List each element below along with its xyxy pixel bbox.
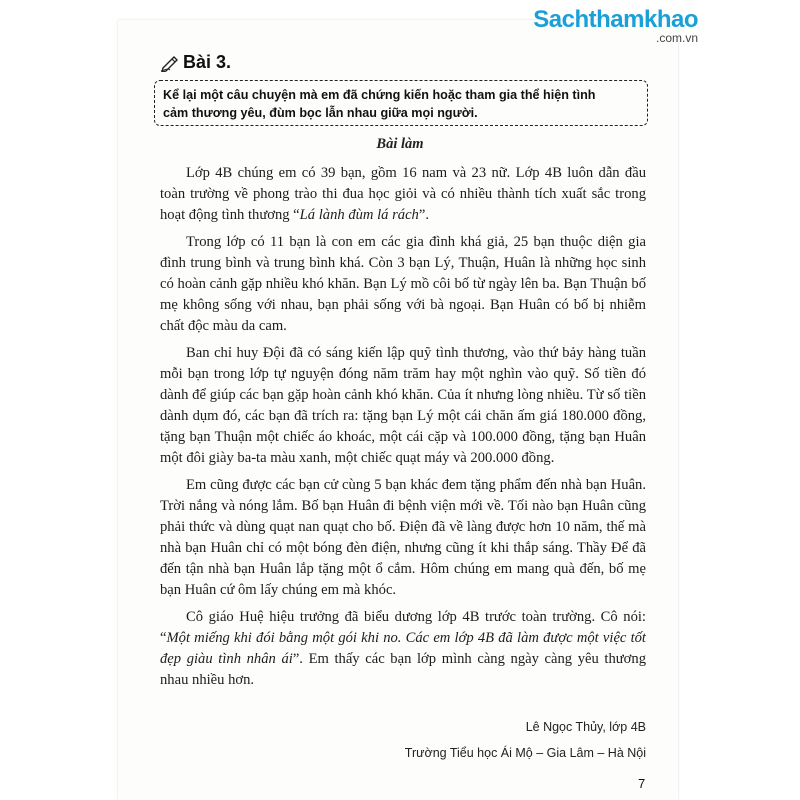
paragraph-text: Cô giáo Huệ hiệu trưởng đã biểu dương lớp 4B trước toàn trường. Cô nói: “ xyxy=(160,609,646,646)
essay-paragraph: Ban chỉ huy Đội đã có sáng kiến lập quỹ tình thương, vào thứ bảy hàng tuần mỗi bạn trong lớp tự nguyện đóng năm trăm hay một nghìn vào quỹ. Số tiền đó dành để giúp các bạn gặp hoàn cảnh khó khăn. Của ít nhưng lòng nhiều. Từ số tiền dành dụm đó, các bạn đã trích ra: tặng bạn Lý một cái chăn ấm giá 180.000 đồng, tặng bạn Thuận một chiếc áo khoác, một cái cặp và 100.000 đồng, tặng bạn Huân một đôi giày ba-ta màu xanh, một chiếc quạt máy và 200.000 đồng. xyxy=(160,345,646,466)
prompt-box xyxy=(154,80,648,126)
prompt-line: Kể lại một câu chuyện mà em đã chứng kiến hoặc tham gia thể hiện tình xyxy=(163,88,596,102)
watermark-domain: .com.vn xyxy=(655,31,698,45)
exercise-title: Bài 3. xyxy=(183,52,232,72)
pencil-icon xyxy=(160,54,180,72)
paragraph-text: ”. xyxy=(418,207,429,223)
school-name: Trường Tiểu học Ái Mộ – Gia Lâm – Hà Nội xyxy=(404,746,646,760)
author-signature: Lê Ngọc Thủy, lớp 4B xyxy=(525,720,646,734)
paragraph-text: ”. Em thấy các bạn lớp mình càng ngày càng yêu thương nhau nhiều hơn. xyxy=(160,651,646,688)
exercise-heading xyxy=(160,52,231,73)
watermark-logo xyxy=(533,6,698,44)
essay-paragraph: Em cũng được các bạn cử cùng 5 bạn khác đem tặng phẩm đến nhà bạn Huân. Trời nắng và nóng lắm. Bố bạn Huân đi bệnh viện mới về. Tối nào bạn Huân cũng phải thức và dùng quạt nan quạt cho bố. Điện đã về làng được hơn 10 năm, thế mà nhà bạn Huân chỉ có một bóng đèn điện, nhưng cũng ít khi thắp sáng. Thầy Để đã đến tận nhà bạn Huân lắp tặng một ổ cắm. Hôm chúng em mang quà đến, bố mẹ bạn Huân cứ ôm lấy chúng em mà khóc. xyxy=(160,477,646,598)
essay-paragraph xyxy=(160,607,646,691)
quoted-phrase: Một miếng khi đói bằng một gói khi no. Các em lớp 4B đã làm được một việc tốt đẹp giàu tình nhân ái xyxy=(160,630,646,667)
paragraph-text: Lớp 4B chúng em có 39 bạn, gồm 16 nam và 23 nữ. Lớp 4B luôn dẫn đầu toàn trường về phong trào thi đua học giỏi và có nhiều thành tích xuất sắc trong hoạt động tình thương “ xyxy=(160,165,646,223)
page-number: 7 xyxy=(638,776,646,791)
essay-paragraph: Trong lớp có 11 bạn là con em các gia đình khá giả, 25 bạn thuộc diện gia đình trung bình và trung bình khá. Còn 3 bạn Lý, Thuận, Huân là những học sinh có hoàn cảnh gặp nhiều khó khăn. Bạn Lý mồ côi bố từ ngày lên ba. Bạn Thuận bố mẹ không sống với nhau, bạn phải sống với bà ngoại. Bạn Huân có bố bị nhiễm chất độc màu da cam. xyxy=(160,234,646,334)
essay-body xyxy=(160,163,646,697)
essay-subtitle: Bài làm xyxy=(376,136,424,152)
prompt-line: cảm thương yêu, đùm bọc lẫn nhau giữa mọi người. xyxy=(163,106,478,120)
quoted-phrase: Lá lành đùm lá rách xyxy=(299,207,419,223)
watermark-brand: Sachthamkhao xyxy=(533,6,698,33)
essay-paragraph xyxy=(160,163,646,226)
